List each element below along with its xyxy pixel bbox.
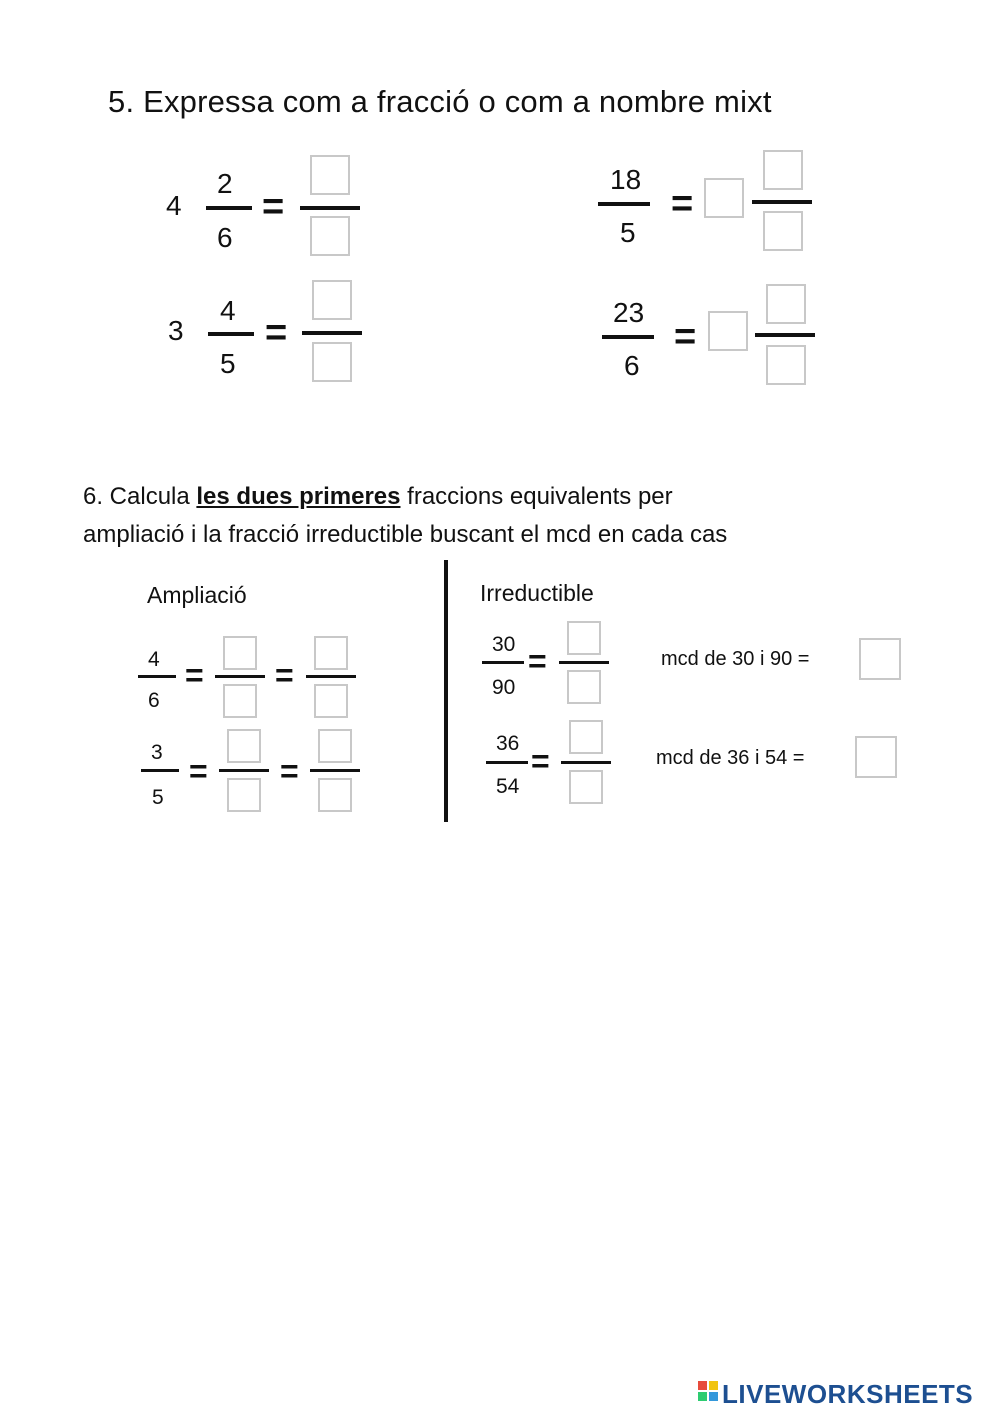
answer-numerator-box[interactable]: [763, 150, 803, 190]
answer-numerator-box[interactable]: [310, 155, 350, 195]
fraction-bar: [602, 335, 654, 339]
denominator: 6: [624, 350, 640, 381]
irreducible-fraction-bar: [561, 761, 611, 764]
mcd-label: mcd de 36 i 54 =: [656, 747, 805, 769]
answer-fraction-bar: [752, 200, 812, 204]
equivalent-1-numerator-box[interactable]: [227, 729, 261, 763]
denominator: 54: [496, 775, 520, 798]
column-divider: [444, 560, 448, 822]
equals-sign: =: [185, 657, 204, 693]
fraction-bar: [141, 769, 179, 772]
answer-whole-box[interactable]: [704, 178, 744, 218]
fraction-bar: [598, 202, 650, 206]
answer-numerator-box[interactable]: [312, 280, 352, 320]
equals-sign: =: [280, 753, 299, 789]
equals-sign: =: [275, 657, 294, 693]
numerator: 23: [613, 297, 645, 328]
liveworksheets-brand: LIVEWORKSHEETS: [722, 1379, 974, 1409]
denominator: 5: [152, 786, 164, 809]
instruction-prefix: 6. Calcula: [83, 483, 197, 510]
instruction-suffix: fraccions equivalents per: [400, 483, 673, 510]
fraction-bar: [482, 661, 524, 664]
numerator: 3: [151, 741, 163, 764]
irreducible-fraction-bar: [559, 661, 609, 664]
fraction-bar: [138, 675, 176, 678]
answer-numerator-box[interactable]: [766, 284, 806, 324]
answer-fraction-bar: [302, 331, 362, 335]
mcd-label: mcd de 30 i 90 =: [661, 648, 810, 670]
answer-fraction-bar: [300, 206, 360, 210]
equivalent-1-denominator-box[interactable]: [223, 684, 257, 718]
equivalent-2-fraction-bar: [310, 769, 360, 772]
equals-sign: =: [262, 186, 285, 228]
irreducible-numerator-box[interactable]: [567, 621, 601, 655]
denominator: 90: [492, 676, 516, 699]
denominator: 5: [220, 348, 236, 379]
equals-sign: =: [531, 743, 550, 779]
equivalent-2-numerator-box[interactable]: [314, 636, 348, 670]
logo-square-yellow: [709, 1381, 718, 1390]
numerator: 30: [492, 633, 516, 656]
equals-sign: =: [265, 312, 288, 354]
equals-sign: =: [189, 753, 208, 789]
exercise-5-title: 5. Expressa com a fracció o com a nombre mixt: [108, 84, 772, 119]
denominator: 6: [148, 689, 160, 712]
irreducible-denominator-box[interactable]: [569, 770, 603, 804]
denominator: 6: [217, 222, 233, 253]
equivalent-2-denominator-box[interactable]: [314, 684, 348, 718]
equivalent-2-fraction-bar: [306, 675, 356, 678]
numerator: 4: [148, 648, 160, 671]
equivalent-1-fraction-bar: [219, 769, 269, 772]
equals-sign: =: [674, 316, 697, 358]
equivalent-2-numerator-box[interactable]: [318, 729, 352, 763]
irreducible-denominator-box[interactable]: [567, 670, 601, 704]
answer-denominator-box[interactable]: [763, 211, 803, 251]
answer-denominator-box[interactable]: [310, 216, 350, 256]
equivalent-1-numerator-box[interactable]: [223, 636, 257, 670]
equals-sign: =: [528, 643, 547, 679]
fraction-bar: [206, 206, 252, 210]
equivalent-2-denominator-box[interactable]: [318, 778, 352, 812]
logo-square-red: [698, 1381, 707, 1390]
irreducible-numerator-box[interactable]: [569, 720, 603, 754]
numerator: 36: [496, 732, 520, 755]
numerator: 4: [220, 295, 236, 326]
liveworksheets-logo-icon: [698, 1381, 718, 1401]
instruction-emphasis: les dues primeres: [196, 483, 401, 510]
mcd-answer-box[interactable]: [855, 736, 897, 778]
answer-fraction-bar: [755, 333, 815, 337]
logo-square-green: [698, 1392, 707, 1401]
answer-denominator-box[interactable]: [312, 342, 352, 382]
equals-sign: =: [671, 183, 694, 225]
numerator: 2: [217, 168, 233, 199]
exercise-6-instruction-line1: [83, 485, 673, 509]
answer-denominator-box[interactable]: [766, 345, 806, 385]
whole-number: 4: [166, 190, 182, 221]
ampliacio-heading: Ampliació: [147, 582, 247, 608]
exercise-6-instruction-line2: ampliació i la fracció irreductible buscant el mcd en cada cas: [83, 521, 728, 548]
numerator: 18: [610, 164, 642, 195]
irreductible-heading: Irreductible: [480, 580, 594, 606]
denominator: 5: [620, 217, 636, 248]
equivalent-1-denominator-box[interactable]: [227, 778, 261, 812]
mcd-answer-box[interactable]: [859, 638, 901, 680]
logo-square-blue: [709, 1392, 718, 1401]
answer-whole-box[interactable]: [708, 311, 748, 351]
fraction-bar: [486, 761, 528, 764]
whole-number: 3: [168, 315, 184, 346]
equivalent-1-fraction-bar: [215, 675, 265, 678]
fraction-bar: [208, 332, 254, 336]
